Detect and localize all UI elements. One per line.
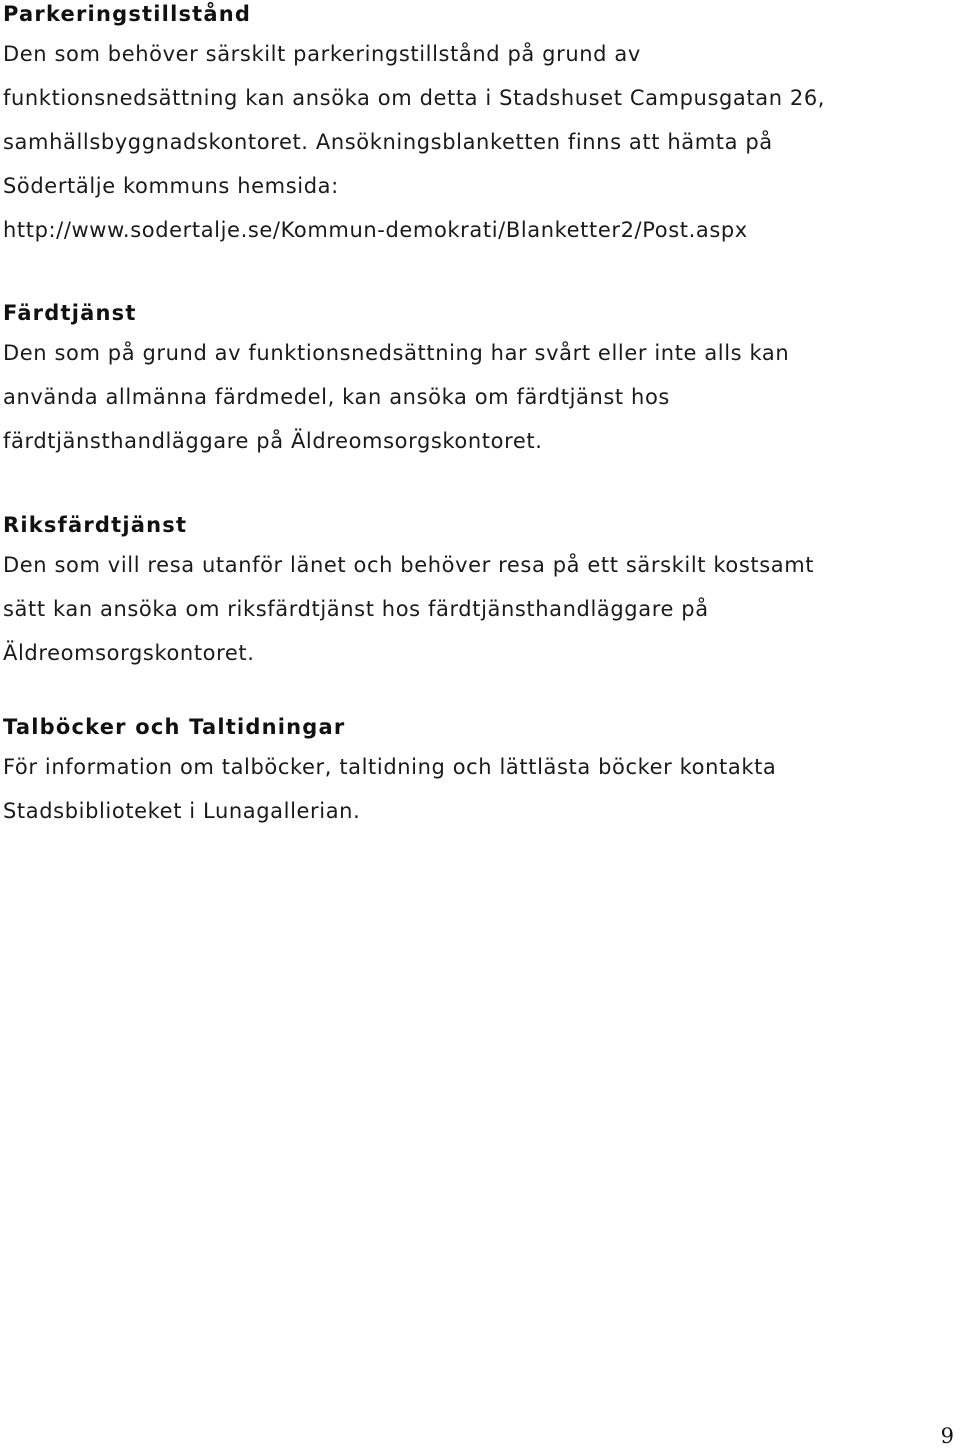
paragraph-line: Den som vill resa utanför länet och behöver resa på ett särskilt kostsamt bbox=[3, 553, 815, 577]
section-heading: Talböcker och Taltidningar bbox=[3, 715, 346, 739]
paragraph-line: använda allmänna färdmedel, kan ansöka om färdtjänst hos bbox=[3, 385, 670, 409]
section-paragraph bbox=[3, 331, 943, 463]
section-parkeringstillstand bbox=[3, 0, 943, 252]
section-talbocker bbox=[3, 713, 943, 833]
section-paragraph bbox=[3, 745, 943, 833]
paragraph-line: Den som på grund av funktionsnedsättning har svårt eller inte alls kan bbox=[3, 341, 790, 365]
section-fardtjanst bbox=[3, 299, 943, 463]
section-heading: Riksfärdtjänst bbox=[3, 513, 188, 537]
section-paragraph bbox=[3, 543, 943, 675]
paragraph-line: Äldreomsorgskontoret. bbox=[3, 641, 255, 665]
section-paragraph bbox=[3, 32, 943, 252]
page-number: 9 bbox=[940, 1424, 954, 1448]
paragraph-line: färdtjänsthandläggare på Äldreomsorgskontoret. bbox=[3, 429, 543, 453]
paragraph-line: Södertälje kommuns hemsida: bbox=[3, 174, 339, 198]
paragraph-line: sätt kan ansöka om riksfärdtjänst hos färdtjänsthandläggare på bbox=[3, 597, 709, 621]
paragraph-line: Den som behöver särskilt parkeringstillstånd på grund av bbox=[3, 42, 641, 66]
section-heading: Färdtjänst bbox=[3, 301, 137, 325]
section-riksfardtjanst bbox=[3, 511, 943, 675]
hemsida-link[interactable]: http://www.sodertalje.se/Kommun-demokrati/Blanketter2/Post.aspx bbox=[3, 218, 748, 242]
section-heading: Parkeringstillstånd bbox=[3, 2, 252, 26]
paragraph-line: samhällsbyggnadskontoret. Ansökningsblanketten finns att hämta på bbox=[3, 130, 773, 154]
paragraph-line: Stadsbiblioteket i Lunagallerian. bbox=[3, 799, 361, 823]
paragraph-line: För information om talböcker, taltidning och lättlästa böcker kontakta bbox=[3, 755, 777, 779]
paragraph-line: funktionsnedsättning kan ansöka om detta i Stadshuset Campusgatan 26, bbox=[3, 86, 826, 110]
